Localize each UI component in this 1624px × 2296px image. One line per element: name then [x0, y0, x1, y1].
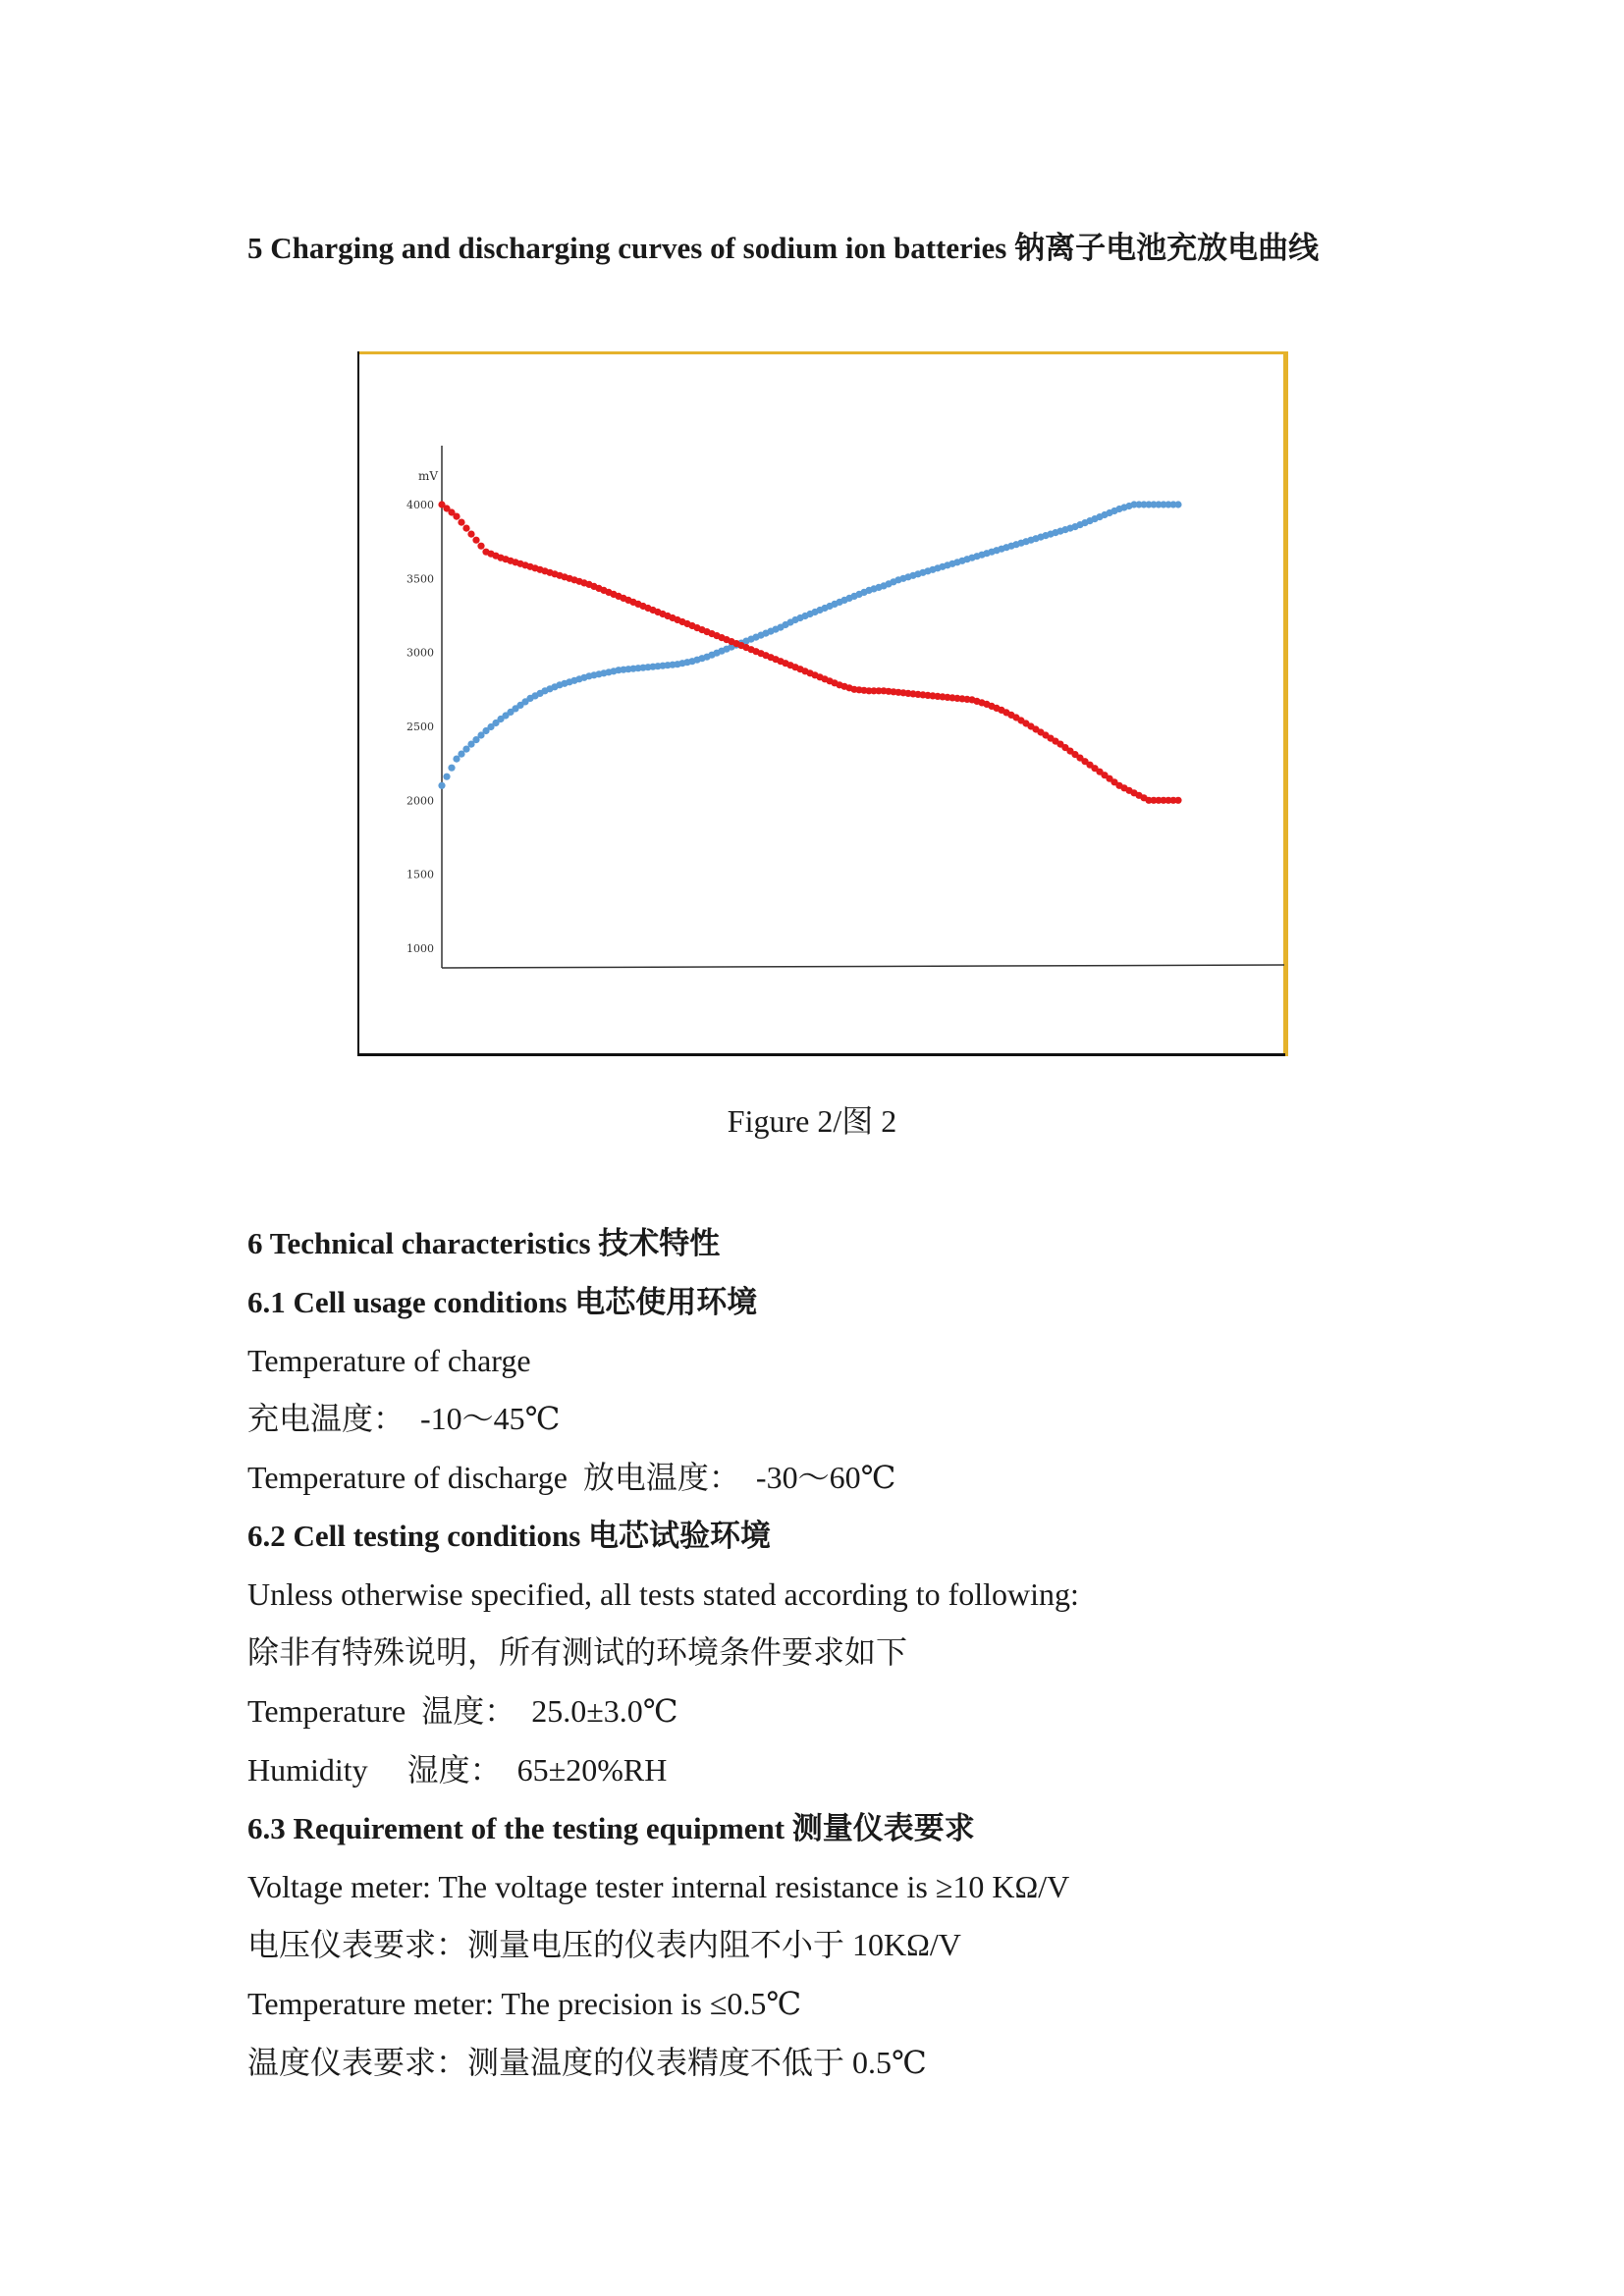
- y-tick-label: 3000: [406, 646, 434, 660]
- y-tick-label: 1000: [406, 942, 434, 955]
- data-point: [458, 519, 464, 526]
- test-humidity: Humidity 湿度： 65±20%RH: [247, 1752, 668, 1788]
- charge-temp-label: Temperature of charge: [247, 1343, 531, 1378]
- y-axis-label: mV: [418, 469, 439, 483]
- chart-background: [357, 351, 1288, 1056]
- section-6-1-heading: 6.1 Cell usage conditions 电芯使用环境: [247, 1285, 758, 1319]
- chart-svg: [357, 351, 1288, 1056]
- data-point: [448, 765, 455, 772]
- data-point: [462, 525, 469, 532]
- voltage-meter-req-cn: 电压仪表要求：测量电压的仪表内阻不小于 10KΩ/V: [247, 1927, 961, 1962]
- test-temperature: Temperature 温度： 25.0±3.0℃: [247, 1693, 678, 1729]
- discharge-temp: Temperature of discharge 放电温度： -30～60℃: [247, 1460, 896, 1495]
- y-tick-label: 3500: [406, 572, 434, 586]
- figure-caption: Figure 2/图 2: [727, 1103, 897, 1139]
- y-tick-label: 2500: [406, 721, 434, 733]
- data-point: [443, 774, 450, 780]
- test-conditions-intro: Unless otherwise specified, all tests stated according to following:: [247, 1576, 1079, 1612]
- data-point: [1174, 797, 1181, 804]
- data-point: [1174, 501, 1181, 507]
- y-tick-label: 1500: [406, 868, 434, 881]
- section-6-heading: 6 Technical characteristics 技术特性: [247, 1226, 721, 1260]
- test-conditions-intro-cn: 除非有特殊说明，所有测试的环境条件要求如下: [247, 1634, 908, 1670]
- y-tick-label: 4000: [406, 499, 434, 511]
- data-point: [477, 543, 484, 550]
- temp-meter-req: Temperature meter: The precision is ≤0.5℃: [247, 1986, 802, 2021]
- data-point: [438, 782, 445, 789]
- temp-meter-req-cn: 温度仪表要求：测量温度的仪表精度不低于 0.5℃: [247, 2045, 927, 2080]
- section-6-3-heading: 6.3 Requirement of the testing equipment 测量仪表要求: [247, 1811, 975, 1845]
- charge-discharge-chart: [357, 351, 1288, 1056]
- voltage-meter-req: Voltage meter: The voltage tester internal resistance is ≥10 KΩ/V: [247, 1869, 1070, 1904]
- charge-temp-value: 充电温度： -10～45℃: [247, 1401, 561, 1436]
- section-5-heading: 5 Charging and discharging curves of sodium ion batteries 钠离子电池充放电曲线: [247, 231, 1320, 265]
- data-point: [472, 537, 479, 544]
- section-6-2-heading: 6.2 Cell testing conditions 电芯试验环境: [247, 1519, 772, 1553]
- data-point: [453, 513, 460, 520]
- data-point: [467, 531, 474, 538]
- y-tick-label: 2000: [406, 794, 434, 808]
